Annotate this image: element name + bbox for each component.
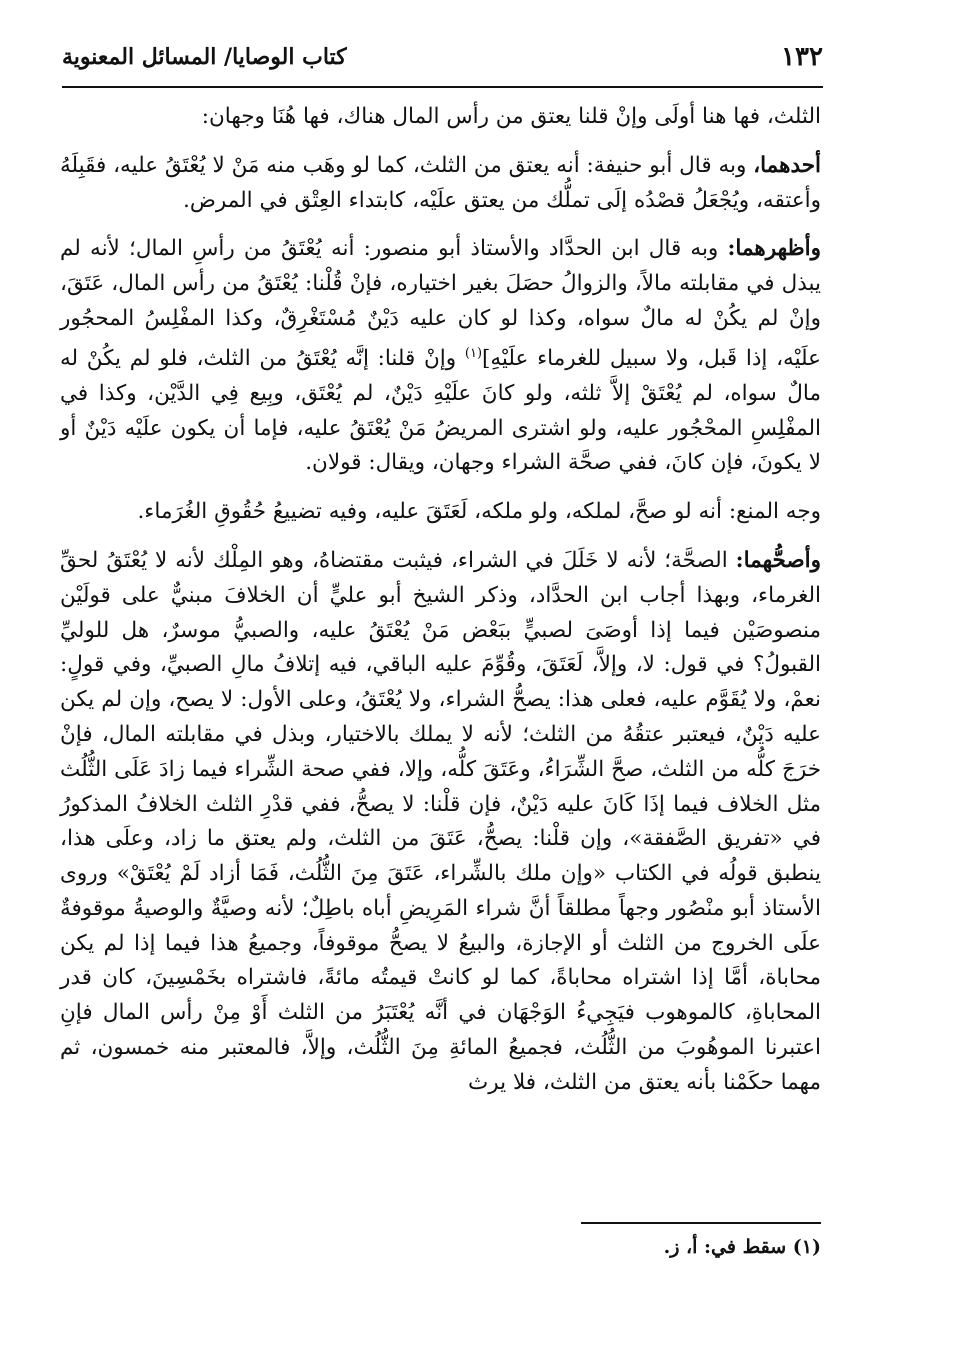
running-title: كتاب الوصايا/ المسائل المعنوية	[62, 44, 347, 70]
paragraph-text: وبه قال أبو حنيفة: أنه يعتق من الثلث، كما لو وهَب منه مَنْ لا يُعْتَقُ عليه، فقَبِلَهُ وأعتقه، ويُجْعَلُ قصْدُه إلَى تملُّك من يعتق علَيْه، كابتداء العِتْق في المرض.	[60, 152, 821, 213]
paragraph-text: الصحَّة؛ لأنه لا خَلَلَ في الشراء، فيثبت مقتضاهُ، وهو المِلْك لأنه لا يُعْتَقُ لحقِّ الغرماء، وبهذا أجاب ابن الحدَّاد، وذكر الشيخ أبو عليٍّ أن الخلافَ مبنيٌّ على قولَيْن منصوصَيْن فيما إذا أوصَىَ لصبيٍّ ببَعْض مَنْ يُعْتَقُ عليه، والصبيُّ موسرٌ، هل للوليِّ القبولُ؟ في قول: لا، وإلاَّ، لَعَتَقَ، وقُوِّمَ عليه الباقي، فيه إتلافُ مالِ الصبيِّ، وفي قولٍ: نعمْ، ولا يُقَوَّم عليه، فعلى هذا: يصحُّ الشراء، ولا يُعْتَقُ، وعلى الأول: لا يصح، وإن لم يكن عليه دَيْنٌ، فيعتبر عتقُهُ من الثلث؛ لأنه لا يملك بالاختيار، وبذل في مقابلته المال، فإنْ خرَجَ كلُّه من الثلث، صحَّ الشِّرَاءُ، وعَتَقَ كلُّه، وإلا، ففي صحة الشِّراء فيما زادَ عَلَى الثُّلُث مثل الخلاف فيما إذَا كَانَ عليه دَيْنٌ، فإن قلْنا: لا يصحُّ، ففي قدْرِ الثلث الخلافُ المذكورُ في «تفريق الصَّفقة»، وإن قلْنا: يصحُّ، عَتَقَ من الثلث، ولم يعتق ما زاد، وعلَى هذا، ينطبق قولُه في الكتاب «وإن ملك بالشِّراء، عَتَقَ مِنَ الثُّلُث، فَمَا أزاد لَمْ يُعْتَقْ» وروى الأستاذ أبو منْصُور وجهاً مطلقاً أنَّ شراء المَرِيضِ أباه باطِلٌ؛ لأنه وصيَّةٌ والوصيةُ موقوفةٌ علَى الخروج من الثلث أو الإجازة، والبيعُ لا يصحُّ موقوفاً، وجميعُ هذا فيما إذا لم يكن محاباة، أمَّا إذا اشتراه محاباةً، كما لو كانتْ قيمتُه مائةً، فاشتراه بخَمْسِينَ، كان قدر المحاباةِ، كالموهوب فيَجِيءُ الوَجْهَان في أنَّه يُعْتَبَرُ من الثلث أَوْ مِنْ رأس المال فإنِ اعتبرنا الموهُوبَ من الثُّلُث، فجميعُ المائةِ مِنَ الثُّلُث، وإلاَّ، فالمعتبر منه خمسون، ثم مهما حكَمْنا بأنه يعتق من الثلث، فلا يرث	[60, 547, 821, 1095]
paragraph-text: الثلث، فها هنا أولَى وإنْ قلنا يعتق من رأس المال هناك، فها هُنَا وجهان:	[201, 104, 821, 129]
paragraph-lead: وأصحُّهما:	[735, 547, 821, 573]
paragraph-text: وبه قال ابن الحدَّاد والأستاذ أبو منصور: أنه يُعْتَقُ من رأسِ المال؛ لأنه لم يبذل في مقابلته مالاً، والزوالُ حصَلَ بغير اختياره، فإنْ قُلْنا: يُعْتَقُ من رأس المال، عَتَقَ، وإنْ لم يكُنْ له مالٌ سواه، وكذا لو كان عليه دَيْنٌ مُسْتَغْرِقٌ، وكذا المفْلِسُ المحجُور علَيْه، إذا قَبل، ولا سبيل للغرماء علَيْهِ]	[60, 236, 822, 371]
paragraph-lead: وأظهرهما:	[727, 236, 821, 262]
paragraph-5	[60, 544, 821, 1101]
page-number: ١٣٢	[781, 42, 823, 72]
footnote-text: سقط في: أ، ز.	[663, 1236, 787, 1258]
footnote-reference: (١)	[464, 345, 483, 361]
paragraph-4	[60, 495, 821, 530]
footnote-marker: (١)	[792, 1236, 821, 1258]
page-header	[62, 38, 823, 88]
paragraph-text-continued: وإنْ قلنا: إنَّه يُعْتَقُ من الثلث، فلو لم يكُنْ له مالٌ سواه، لم يُعْتَقْ إلاَّ ثلثه، ولو كانَ علَيْهِ دَيْنٌ، لم يُعْتَق، وبِيع فِي الدَّيْن، وكذا في المفْلِسِ المحْجُور عليه، ولو اشترى المريضُ مَنْ يُعْتَقُ عليه، فإما أن يكون علَيْه دَيْنٌ أو لا يكونَ، فإن كانَ، ففي صحَّة الشراء وجهان، ويقال: قولان.	[60, 345, 821, 476]
paragraph-3	[60, 232, 821, 481]
paragraph-text: وجه المنع: أنه لو صحَّ، لملكه، ولو ملكه، لَعَتَقَ عليه، وفيه تضييعُ حُقُوقِ الغُرَماء.	[137, 499, 821, 525]
footnote-divider	[581, 1222, 821, 1224]
main-text	[60, 100, 821, 1115]
paragraph-lead: أحدهما،	[753, 152, 821, 178]
paragraph-1	[60, 100, 821, 135]
paragraph-2	[60, 149, 821, 219]
footnote	[664, 1236, 821, 1258]
